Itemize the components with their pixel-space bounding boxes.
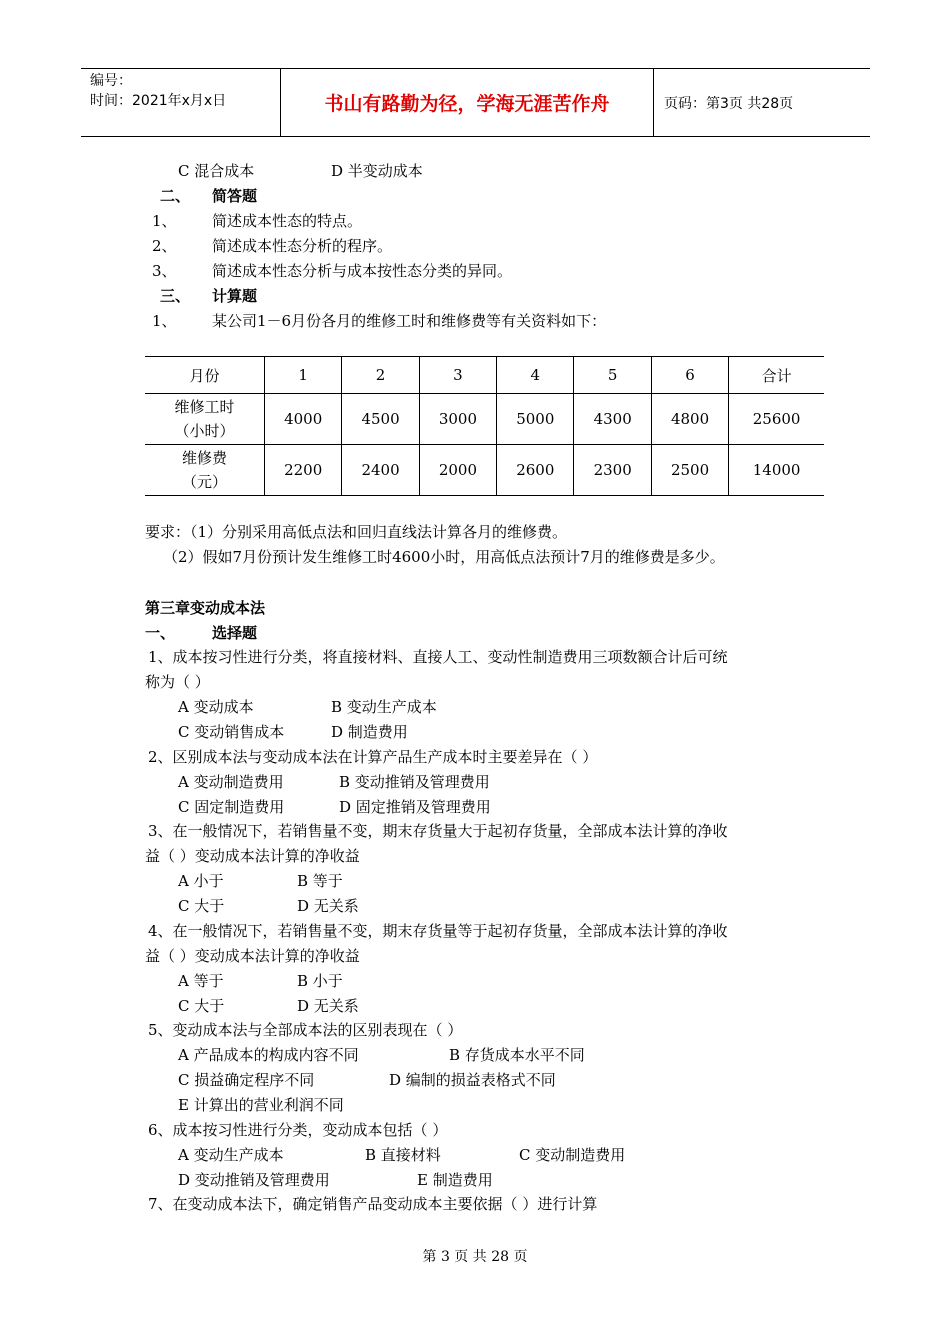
option: A 变动制造费用	[178, 773, 284, 791]
table-header-cell: 2	[342, 357, 419, 394]
row-label-line: 维修费	[181, 449, 227, 467]
row-label-hours	[145, 394, 264, 445]
table-header-cell: 5	[574, 357, 651, 394]
table-row	[145, 394, 824, 445]
section-1-title: 选择题	[212, 624, 258, 642]
row-label-line: （小时）	[174, 422, 235, 440]
option: D 变动推销及管理费用	[178, 1171, 330, 1189]
option: C 损益确定程序不同	[178, 1071, 315, 1089]
table-cell: 4300	[574, 394, 651, 445]
table-cell: 14000	[729, 445, 824, 496]
question-3: 3、在一般情况下，若销售量不变，期末存货量大于起初存货量，全部成本法计算的净收	[148, 822, 728, 840]
option: B 变动生产成本	[331, 698, 437, 716]
chapter-title: 第三章变动成本法	[145, 599, 266, 617]
option: A 小于	[178, 872, 224, 890]
header-meta	[81, 69, 281, 136]
list-item: 简述成本性态的特点。	[212, 212, 363, 230]
question-2: 2、区别成本法与变动成本法在计算产品生产成本时主要差异在（ ）	[148, 748, 598, 766]
list-item: 简述成本性态分析与成本按性态分类的异同。	[212, 262, 513, 280]
list-item-number: 3、	[152, 262, 177, 280]
table-header-cell: 6	[651, 357, 728, 394]
option: B 直接材料	[365, 1146, 441, 1164]
option: E 制造费用	[417, 1171, 493, 1189]
option: D 制造费用	[331, 723, 408, 741]
problem-statement: 某公司1－6月份各月的维修工时和维修费等有关资料如下：	[212, 312, 607, 330]
page-header	[81, 68, 870, 137]
option-c: C 混合成本	[178, 162, 255, 180]
option: B 变动推销及管理费用	[339, 773, 490, 791]
list-item-number: 2、	[152, 237, 177, 255]
row-label-line: （元）	[181, 473, 227, 491]
section-1-number: 一、	[145, 624, 176, 642]
option: D 无关系	[297, 997, 359, 1015]
option: A 变动成本	[178, 698, 254, 716]
header-page-info: 页码：第3页 共28页	[664, 95, 794, 112]
list-item: 简述成本性态分析的程序。	[212, 237, 393, 255]
question-4: 4、在一般情况下，若销售量不变，期末存货量等于起初存货量，全部成本法计算的净收	[148, 922, 728, 940]
option: B 存货成本水平不同	[449, 1046, 585, 1064]
table-row	[145, 445, 824, 496]
table-cell: 25600	[729, 394, 824, 445]
option: C 大于	[178, 997, 225, 1015]
header-motto: 书山有路勤为径，学海无涯苦作舟	[281, 69, 654, 136]
table-cell: 2000	[419, 445, 496, 496]
table-header-cell: 月份	[145, 357, 264, 394]
table-cell: 4500	[342, 394, 419, 445]
section-2-number: 二、	[160, 187, 191, 205]
table-cell: 2400	[342, 445, 419, 496]
list-item-number: 1、	[152, 212, 177, 230]
table-header-cell: 3	[419, 357, 496, 394]
option: C 大于	[178, 897, 225, 915]
option: A 等于	[178, 972, 224, 990]
maintenance-table	[145, 356, 824, 496]
number-label: 编号：	[90, 73, 132, 89]
option: D 固定推销及管理费用	[339, 798, 491, 816]
table-cell: 2600	[497, 445, 574, 496]
option: C 变动制造费用	[519, 1146, 626, 1164]
question-6: 6、成本按习性进行分类，变动成本包括（ ）	[148, 1121, 448, 1139]
table-cell: 2500	[651, 445, 728, 496]
question-1-cont: 称为（ ）	[145, 673, 210, 691]
question-1: 1、成本按习性进行分类，将直接材料、直接人工、变动性制造费用三项数额合计后可统	[148, 648, 728, 666]
table-cell: 4000	[264, 394, 341, 445]
option: C 变动销售成本	[178, 723, 285, 741]
option: A 变动生产成本	[178, 1146, 284, 1164]
list-item-number: 1、	[152, 312, 177, 330]
table-cell: 4800	[651, 394, 728, 445]
option: A 产品成本的构成内容不同	[178, 1046, 359, 1064]
table-header-cell: 4	[497, 357, 574, 394]
row-label-line: 维修工时	[174, 398, 235, 416]
question-4-cont: 益（ ）变动成本法计算的净收益	[145, 947, 360, 965]
requirement-2: （2）假如7月份预计发生维修工时4600小时，用高低点法预计7月的维修费是多少。	[163, 548, 725, 566]
option: E 计算出的营业利润不同	[178, 1096, 344, 1114]
requirement-1: 要求：（1）分别采用高低点法和回归直线法计算各月的维修费。	[145, 523, 568, 541]
option-d: D 半变动成本	[331, 162, 423, 180]
section-3-number: 三、	[160, 287, 191, 305]
option: D 编制的损益表格式不同	[389, 1071, 556, 1089]
option: D 无关系	[297, 897, 359, 915]
question-5: 5、变动成本法与全部成本法的区别表现在（ ）	[148, 1021, 463, 1039]
table-header-cell: 1	[264, 357, 341, 394]
table-cell: 2300	[574, 445, 651, 496]
section-2-title: 简答题	[212, 187, 258, 205]
option: C 固定制造费用	[178, 798, 285, 816]
table-cell: 3000	[419, 394, 496, 445]
section-3-title: 计算题	[212, 287, 258, 305]
row-label-cost	[145, 445, 264, 496]
question-7: 7、在变动成本法下，确定销售产品变动成本主要依据（ ）进行计算	[148, 1195, 598, 1213]
table-header-cell: 合计	[729, 357, 824, 394]
time-label: 时间：2021年x月x日	[90, 93, 227, 109]
page-footer: 第 3 页 共 28 页	[422, 1249, 528, 1265]
question-3-cont: 益（ ）变动成本法计算的净收益	[145, 847, 360, 865]
option: B 等于	[297, 872, 343, 890]
table-cell: 5000	[497, 394, 574, 445]
table-header-row	[145, 357, 824, 394]
table-cell: 2200	[264, 445, 341, 496]
option: B 小于	[297, 972, 343, 990]
